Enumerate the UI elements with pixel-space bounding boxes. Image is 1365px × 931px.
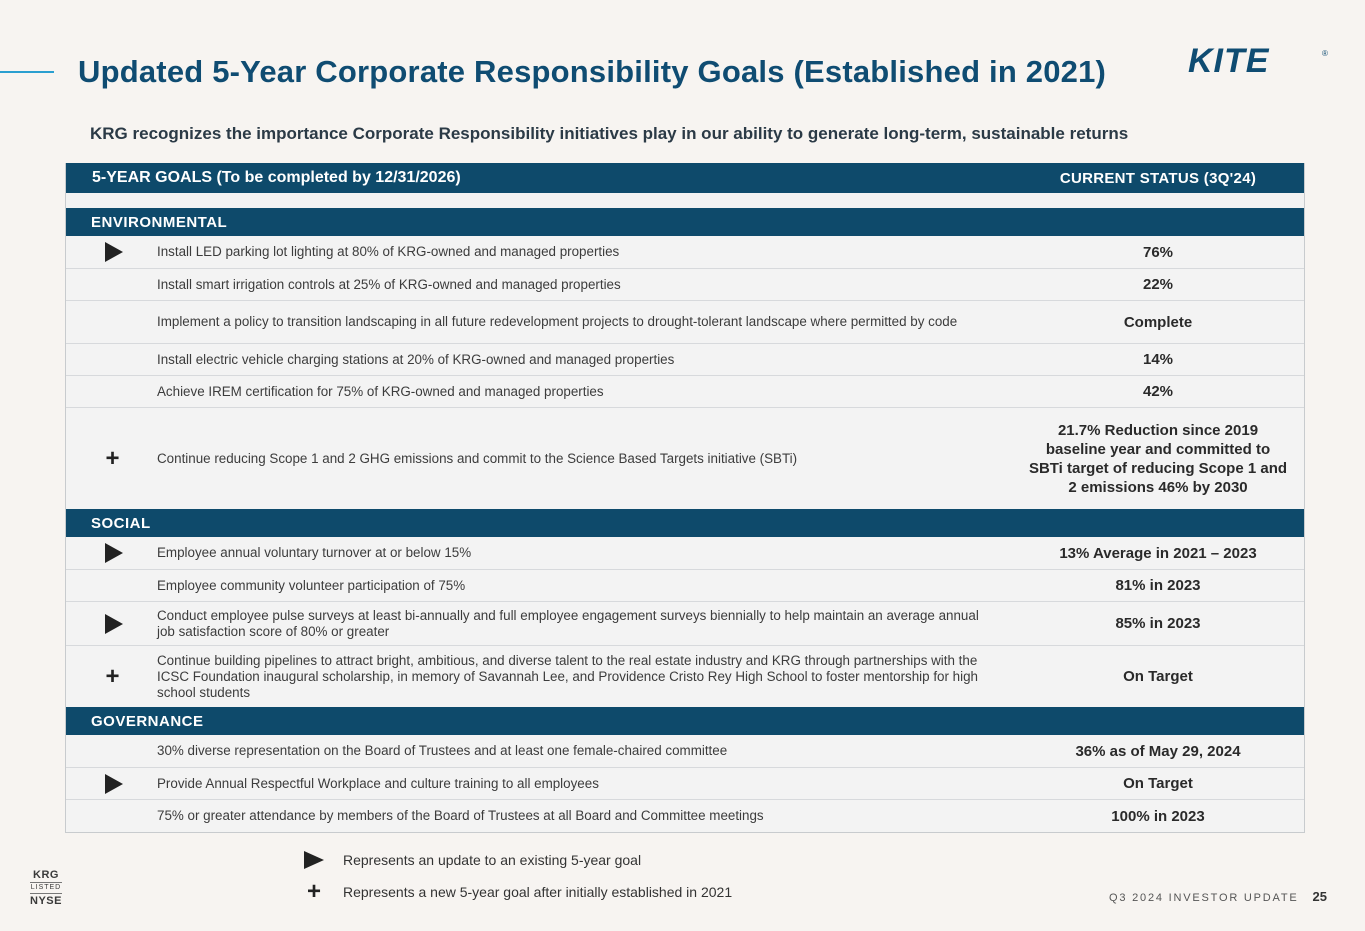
goal-text: 75% or greater attendance by members of the Board of Trustees at all Board and Committee meetings <box>157 808 764 823</box>
update-triangle-icon <box>304 851 324 869</box>
status-value: Complete <box>1123 313 1193 331</box>
goal-text: 30% diverse representation on the Board of Trustees and at least one female-chaired committee <box>157 743 728 758</box>
status-value: 21.7% Reduction since 2019 baseline year and committed to SBTi target of reducing Scope 1 and 2 emissions 46% by 2030 <box>1028 421 1288 496</box>
table-row <box>66 537 1304 570</box>
goal-text: Install electric vehicle charging stations at 20% of KRG-owned and managed properties <box>157 351 675 367</box>
status-value: 81% in 2023 <box>1115 577 1201 594</box>
status-value: 36% as of May 29, 2024 <box>1075 742 1241 760</box>
table-row <box>66 269 1304 301</box>
goal-text: Implement a policy to transition landscaping in all future redevelopment projects to drought-tolerant landscape where permitted by code <box>157 314 958 329</box>
status-value: On Target <box>1123 775 1193 792</box>
new-goal-plus-icon: + <box>105 662 120 690</box>
goal-text: Employee community volunteer participation of 75% <box>157 577 466 593</box>
page-number: 25 <box>1312 889 1327 904</box>
footer <box>1109 889 1327 904</box>
status-column-header: CURRENT STATUS (3Q'24) <box>1059 169 1257 187</box>
section-governance: GOVERNANCE <box>66 707 1304 735</box>
update-triangle-icon <box>105 242 123 262</box>
table-row <box>66 735 1304 768</box>
goal-text: Conduct employee pulse surveys at least bi-annually and full employee engagement surveys biennially to help maintain an average annual job satisfaction score of 80% or greater <box>157 607 979 639</box>
table-row <box>66 408 1304 509</box>
table-row <box>66 646 1304 707</box>
status-value: 42% <box>1142 383 1174 400</box>
update-triangle-icon <box>105 543 123 563</box>
legend-update-text: Represents an update to an existing 5-year goal <box>343 852 642 868</box>
badge-exchange: NYSE <box>30 895 62 907</box>
badge-ticker: KRG <box>33 869 59 881</box>
status-value: 13% Average in 2021 – 2023 <box>1059 544 1257 562</box>
table-row <box>66 344 1304 376</box>
svg-text:®: ® <box>1322 49 1328 58</box>
goal-text: Achieve IREM certification for 75% of KRG-owned and managed properties <box>157 383 604 399</box>
update-triangle-icon <box>105 614 123 634</box>
section-environmental: ENVIRONMENTAL <box>66 208 1304 236</box>
page-title: Updated 5-Year Corporate Responsibility Goals (Established in 2021) <box>78 54 1107 89</box>
goals-column-header: 5-YEAR GOALS (To be completed by 12/31/2026) <box>92 169 461 186</box>
status-value: 14% <box>1142 351 1174 368</box>
section-social: SOCIAL <box>66 509 1304 537</box>
table-spacer <box>66 193 1304 208</box>
goal-text: Install smart irrigation controls at 25% of KRG-owned and managed properties <box>157 276 621 292</box>
footer-label: Q3 2024 INVESTOR UPDATE <box>1108 892 1299 904</box>
goal-text: Install LED parking lot lighting at 80% of KRG-owned and managed properties <box>157 244 620 259</box>
new-goal-plus-icon: + <box>306 878 321 905</box>
table-row <box>66 768 1304 800</box>
status-value: 100% in 2023 <box>1111 807 1205 825</box>
kite-logo-text: KITE <box>1188 44 1270 76</box>
goal-text: Continue reducing Scope 1 and 2 GHG emissions and commit to the Science Based Targets initiative (SBTi) <box>157 450 798 466</box>
goals-table <box>65 163 1305 833</box>
table-row <box>66 570 1304 602</box>
table-row <box>66 236 1304 269</box>
goal-text: Continue building pipelines to attract bright, ambitious, and diverse talent to the real estate industry and KRG through partnerships with the ICSC Foundation inaugural scholarship, in memory of Savannah Lee, and Providence Cristo Rey High School to foster mentorship for high school students <box>157 652 978 700</box>
table-row <box>66 301 1304 344</box>
goal-text: Employee annual voluntary turnover at or below 15% <box>157 545 472 560</box>
badge-listed: LISTED <box>30 882 62 894</box>
table-row <box>66 800 1304 832</box>
table-header <box>66 163 1304 193</box>
status-value: On Target <box>1123 668 1193 685</box>
table-row <box>66 376 1304 408</box>
status-value: 22% <box>1142 276 1174 293</box>
new-goal-plus-icon: + <box>105 444 120 472</box>
accent-line <box>0 71 54 73</box>
page-subtitle: KRG recognizes the importance Corporate Responsibility initiatives play in our ability to generate long-term, sustainable returns <box>90 124 1129 143</box>
nyse-listed-badge <box>30 869 62 907</box>
status-value: 85% in 2023 <box>1115 615 1201 632</box>
status-value: 76% <box>1142 243 1174 261</box>
kite-logo <box>1188 44 1333 81</box>
table-row <box>66 602 1304 646</box>
update-triangle-icon <box>105 774 123 794</box>
legend-new <box>302 878 733 905</box>
legend-update <box>302 851 641 869</box>
goal-text: Provide Annual Respectful Workplace and culture training to all employees <box>157 775 599 791</box>
legend-new-text: Represents a new 5-year goal after initially established in 2021 <box>343 884 733 900</box>
